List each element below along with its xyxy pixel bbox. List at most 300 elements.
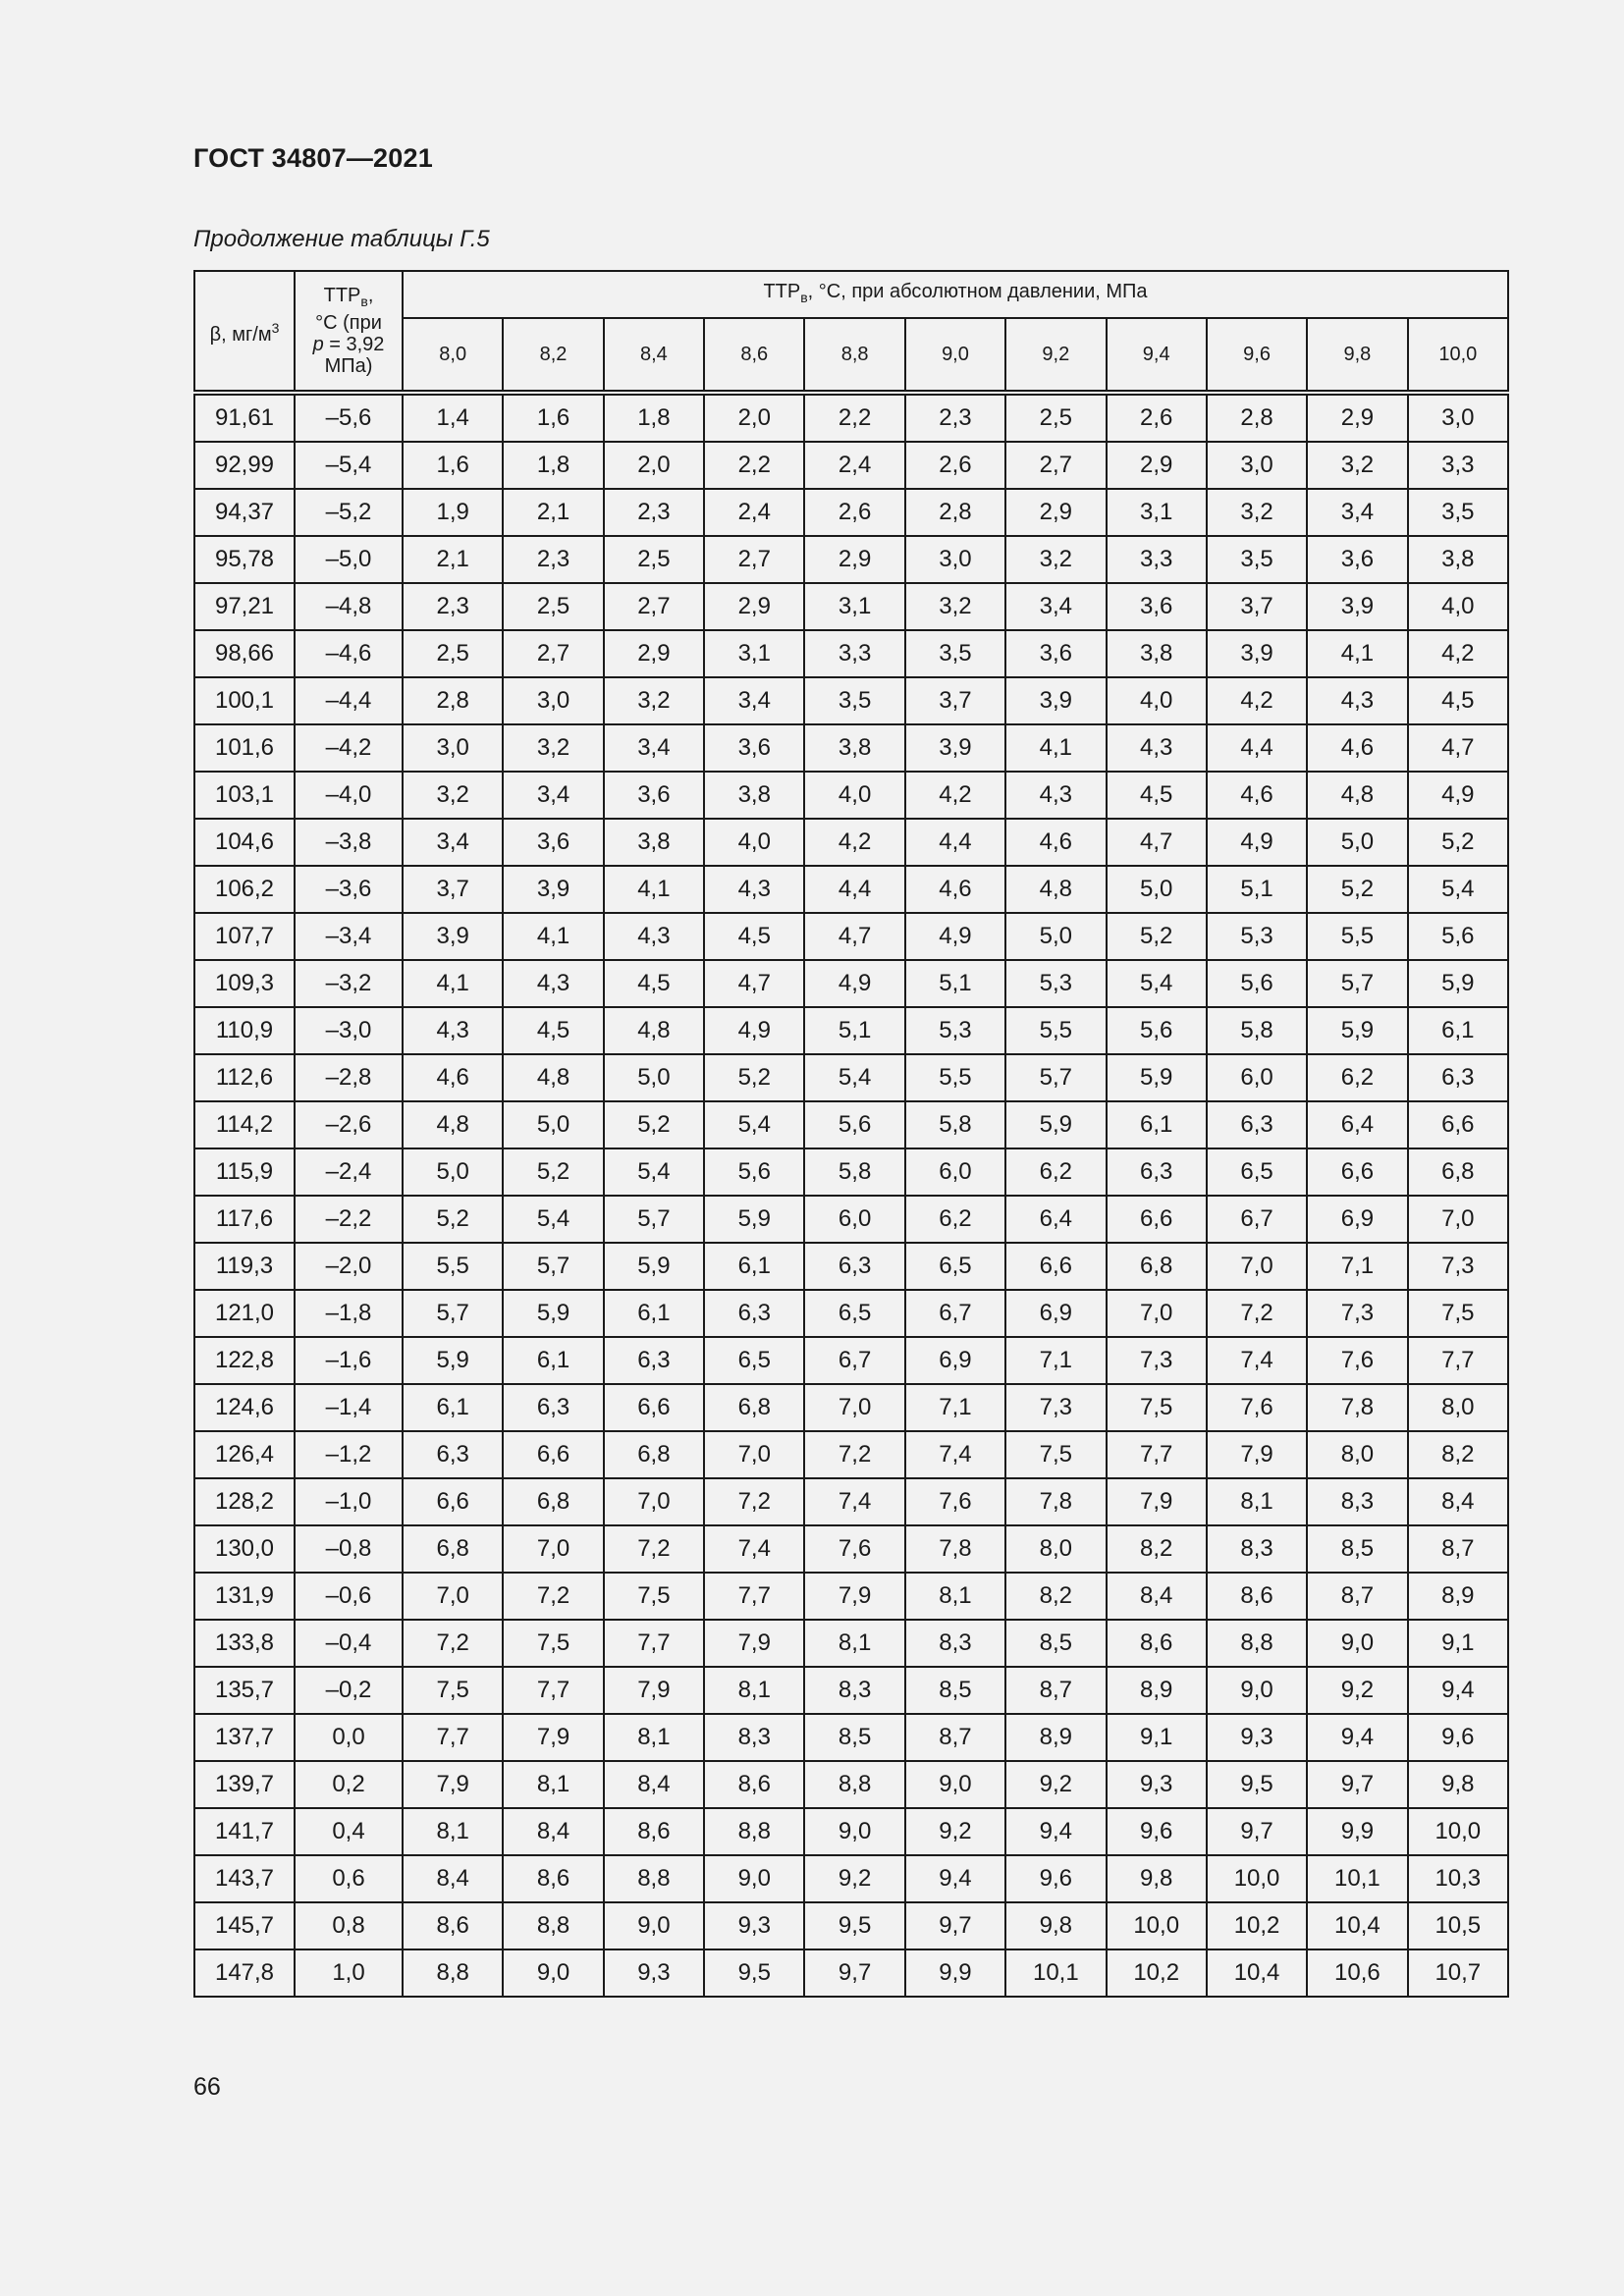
cell-ttr: 8,2 <box>1107 1525 1207 1573</box>
cell-ttr: 9,2 <box>905 1808 1005 1855</box>
cell-ttr: 9,1 <box>1107 1714 1207 1761</box>
cell-ttr: 5,2 <box>1408 819 1508 866</box>
table-row <box>194 1667 1508 1714</box>
cell-ttr: 7,3 <box>1005 1384 1106 1431</box>
cell-ttr: 3,7 <box>1207 583 1307 630</box>
cell-ttr: 10,4 <box>1307 1902 1407 1949</box>
cell-ttr: 9,2 <box>1307 1667 1407 1714</box>
cell-ttr: 3,2 <box>604 677 704 724</box>
cell-ttr: 6,9 <box>1005 1290 1106 1337</box>
cell-ttr: 2,2 <box>704 442 804 489</box>
cell-ttr: 7,4 <box>1207 1337 1307 1384</box>
cell-ttr: 6,5 <box>804 1290 904 1337</box>
table-row <box>194 772 1508 819</box>
cell-ttr: 9,8 <box>1408 1761 1508 1808</box>
cell-ttr: 4,6 <box>905 866 1005 913</box>
cell-ttr: 5,7 <box>1005 1054 1106 1101</box>
cell-ttr: 8,4 <box>403 1855 503 1902</box>
pressure-header: 9,8 <box>1307 318 1407 393</box>
cell-ttr: 6,7 <box>905 1290 1005 1337</box>
cell-ttr: 2,7 <box>604 583 704 630</box>
cell-ttr: 7,1 <box>1005 1337 1106 1384</box>
cell-ttr-392: –3,8 <box>295 819 403 866</box>
cell-ttr: 4,9 <box>1408 772 1508 819</box>
cell-ttr: 8,1 <box>905 1573 1005 1620</box>
cell-ttr: 7,9 <box>1207 1431 1307 1478</box>
cell-beta: 137,7 <box>194 1714 295 1761</box>
cell-ttr: 5,7 <box>604 1196 704 1243</box>
cell-beta: 135,7 <box>194 1667 295 1714</box>
cell-ttr: 2,6 <box>905 442 1005 489</box>
table-head <box>194 271 1508 393</box>
cell-ttr: 5,0 <box>1107 866 1207 913</box>
cell-ttr: 5,4 <box>503 1196 603 1243</box>
cell-ttr: 6,0 <box>1207 1054 1307 1101</box>
table-row <box>194 1196 1508 1243</box>
cell-ttr: 5,6 <box>1107 1007 1207 1054</box>
cell-beta: 128,2 <box>194 1478 295 1525</box>
cell-ttr-392: –4,8 <box>295 583 403 630</box>
cell-ttr: 3,2 <box>503 724 603 772</box>
cell-ttr: 4,9 <box>804 960 904 1007</box>
cell-ttr: 3,0 <box>1207 442 1307 489</box>
cell-ttr: 4,3 <box>403 1007 503 1054</box>
cell-ttr: 3,7 <box>403 866 503 913</box>
table-row <box>194 1902 1508 1949</box>
cell-ttr: 9,4 <box>1307 1714 1407 1761</box>
cell-ttr: 6,2 <box>1307 1054 1407 1101</box>
cell-ttr: 7,6 <box>905 1478 1005 1525</box>
cell-ttr: 6,0 <box>804 1196 904 1243</box>
cell-ttr: 4,7 <box>704 960 804 1007</box>
cell-ttr: 7,5 <box>503 1620 603 1667</box>
cell-ttr-392: 0,2 <box>295 1761 403 1808</box>
cell-beta: 107,7 <box>194 913 295 960</box>
cell-ttr: 5,9 <box>1107 1054 1207 1101</box>
cell-ttr: 7,9 <box>503 1714 603 1761</box>
cell-ttr: 6,3 <box>804 1243 904 1290</box>
cell-ttr: 10,5 <box>1408 1902 1508 1949</box>
cell-ttr: 6,1 <box>704 1243 804 1290</box>
cell-beta: 91,61 <box>194 393 295 442</box>
cell-ttr: 3,3 <box>804 630 904 677</box>
cell-ttr: 9,7 <box>1307 1761 1407 1808</box>
cell-ttr: 3,8 <box>804 724 904 772</box>
cell-ttr: 3,8 <box>604 819 704 866</box>
cell-ttr: 10,1 <box>1307 1855 1407 1902</box>
table-row <box>194 1761 1508 1808</box>
table-row <box>194 630 1508 677</box>
cell-ttr: 4,2 <box>1207 677 1307 724</box>
cell-ttr: 6,6 <box>503 1431 603 1478</box>
page-number: 66 <box>193 2073 221 2101</box>
cell-beta: 98,66 <box>194 630 295 677</box>
cell-ttr: 5,0 <box>604 1054 704 1101</box>
cell-ttr: 10,4 <box>1207 1949 1307 1997</box>
cell-ttr: 7,7 <box>604 1620 704 1667</box>
cell-ttr: 3,6 <box>704 724 804 772</box>
cell-ttr: 4,8 <box>604 1007 704 1054</box>
cell-ttr: 9,2 <box>1005 1761 1106 1808</box>
cell-ttr: 8,5 <box>804 1714 904 1761</box>
cell-ttr-392: –2,4 <box>295 1148 403 1196</box>
cell-ttr: 4,0 <box>704 819 804 866</box>
cell-ttr: 6,3 <box>604 1337 704 1384</box>
cell-ttr: 9,7 <box>1207 1808 1307 1855</box>
cell-ttr: 3,8 <box>704 772 804 819</box>
cell-beta: 109,3 <box>194 960 295 1007</box>
cell-ttr: 9,5 <box>704 1949 804 1997</box>
cell-ttr: 8,8 <box>804 1761 904 1808</box>
cell-ttr: 2,9 <box>1005 489 1106 536</box>
cell-ttr: 3,9 <box>403 913 503 960</box>
cell-ttr: 9,0 <box>804 1808 904 1855</box>
cell-ttr: 6,5 <box>905 1243 1005 1290</box>
document-header: ГОСТ 34807—2021 <box>193 143 433 173</box>
cell-ttr: 6,8 <box>704 1384 804 1431</box>
cell-ttr: 6,2 <box>1005 1148 1106 1196</box>
cell-ttr: 5,3 <box>1005 960 1106 1007</box>
cell-beta: 121,0 <box>194 1290 295 1337</box>
cell-ttr: 6,2 <box>905 1196 1005 1243</box>
cell-ttr: 4,1 <box>1005 724 1106 772</box>
cell-ttr: 7,3 <box>1408 1243 1508 1290</box>
cell-ttr: 7,4 <box>704 1525 804 1573</box>
cell-ttr: 9,3 <box>604 1949 704 1997</box>
cell-ttr: 7,4 <box>804 1478 904 1525</box>
cell-ttr: 10,1 <box>1005 1949 1106 1997</box>
cell-ttr-392: –1,2 <box>295 1431 403 1478</box>
cell-ttr: 5,2 <box>403 1196 503 1243</box>
cell-ttr: 8,3 <box>1207 1525 1307 1573</box>
cell-ttr: 2,8 <box>1207 393 1307 442</box>
cell-ttr: 6,1 <box>1408 1007 1508 1054</box>
cell-ttr: 4,1 <box>503 913 603 960</box>
cell-ttr: 5,4 <box>704 1101 804 1148</box>
cell-ttr: 3,7 <box>905 677 1005 724</box>
table-row <box>194 1855 1508 1902</box>
cell-beta: 141,7 <box>194 1808 295 1855</box>
cell-ttr: 2,7 <box>1005 442 1106 489</box>
cell-ttr: 8,5 <box>1307 1525 1407 1573</box>
cell-ttr: 3,0 <box>403 724 503 772</box>
cell-ttr: 6,1 <box>503 1337 603 1384</box>
cell-ttr: 3,9 <box>503 866 603 913</box>
cell-ttr: 6,3 <box>1408 1054 1508 1101</box>
cell-ttr-392: 0,4 <box>295 1808 403 1855</box>
cell-ttr: 4,0 <box>1107 677 1207 724</box>
cell-ttr: 4,5 <box>604 960 704 1007</box>
cell-ttr: 7,2 <box>403 1620 503 1667</box>
cell-ttr: 7,0 <box>503 1525 603 1573</box>
cell-beta: 131,9 <box>194 1573 295 1620</box>
cell-ttr: 2,8 <box>403 677 503 724</box>
cell-ttr: 3,4 <box>704 677 804 724</box>
cell-beta: 139,7 <box>194 1761 295 1808</box>
cell-ttr: 8,6 <box>503 1855 603 1902</box>
cell-ttr: 10,7 <box>1408 1949 1508 1997</box>
cell-ttr: 1,8 <box>503 442 603 489</box>
header-ttr-p: p <box>312 334 324 355</box>
cell-ttr: 8,9 <box>1005 1714 1106 1761</box>
cell-ttr: 9,0 <box>604 1902 704 1949</box>
cell-ttr-392: –1,6 <box>295 1337 403 1384</box>
cell-ttr: 9,0 <box>704 1855 804 1902</box>
cell-ttr: 8,9 <box>1107 1667 1207 1714</box>
cell-ttr: 2,5 <box>403 630 503 677</box>
cell-ttr: 5,5 <box>403 1243 503 1290</box>
cell-ttr: 3,9 <box>1307 583 1407 630</box>
cell-ttr: 7,0 <box>704 1431 804 1478</box>
cell-beta: 124,6 <box>194 1384 295 1431</box>
cell-ttr: 5,6 <box>1408 913 1508 960</box>
cell-ttr: 3,4 <box>1307 489 1407 536</box>
cell-beta: 115,9 <box>194 1148 295 1196</box>
cell-ttr: 2,1 <box>403 536 503 583</box>
cell-ttr: 5,9 <box>704 1196 804 1243</box>
cell-beta: 95,78 <box>194 536 295 583</box>
cell-ttr: 3,0 <box>905 536 1005 583</box>
cell-ttr: 6,8 <box>403 1525 503 1573</box>
table-row <box>194 819 1508 866</box>
cell-ttr: 7,9 <box>403 1761 503 1808</box>
cell-ttr: 3,5 <box>804 677 904 724</box>
cell-ttr: 5,1 <box>905 960 1005 1007</box>
cell-beta: 101,6 <box>194 724 295 772</box>
cell-ttr: 4,3 <box>503 960 603 1007</box>
group-header-sub: в <box>800 290 808 305</box>
cell-ttr: 7,0 <box>403 1573 503 1620</box>
cell-ttr: 7,0 <box>1207 1243 1307 1290</box>
cell-ttr: 7,6 <box>1307 1337 1407 1384</box>
cell-ttr: 4,6 <box>1207 772 1307 819</box>
cell-ttr: 8,6 <box>704 1761 804 1808</box>
cell-ttr: 7,0 <box>1408 1196 1508 1243</box>
cell-ttr: 3,1 <box>804 583 904 630</box>
pressure-header: 9,4 <box>1107 318 1207 393</box>
cell-ttr: 3,1 <box>1107 489 1207 536</box>
cell-ttr-392: –0,8 <box>295 1525 403 1573</box>
cell-ttr: 7,9 <box>704 1620 804 1667</box>
cell-ttr: 2,9 <box>704 583 804 630</box>
cell-ttr: 9,7 <box>804 1949 904 1997</box>
table-row <box>194 583 1508 630</box>
cell-ttr: 3,3 <box>1107 536 1207 583</box>
table-row <box>194 1007 1508 1054</box>
cell-ttr: 9,8 <box>1005 1902 1106 1949</box>
table-row <box>194 1148 1508 1196</box>
pressure-header: 9,6 <box>1207 318 1307 393</box>
cell-beta: 112,6 <box>194 1054 295 1101</box>
cell-ttr-392: 1,0 <box>295 1949 403 1997</box>
cell-ttr: 4,1 <box>604 866 704 913</box>
table-row <box>194 1620 1508 1667</box>
cell-ttr: 6,1 <box>403 1384 503 1431</box>
cell-ttr: 8,6 <box>604 1808 704 1855</box>
cell-ttr: 9,3 <box>704 1902 804 1949</box>
header-ttr-line2: °С (при <box>315 312 382 334</box>
pressure-header: 9,0 <box>905 318 1005 393</box>
cell-ttr: 2,9 <box>1107 442 1207 489</box>
cell-ttr: 5,8 <box>1207 1007 1307 1054</box>
cell-ttr: 8,5 <box>905 1667 1005 1714</box>
table-caption: Продолжение таблицы Г.5 <box>193 226 490 252</box>
table-row <box>194 724 1508 772</box>
cell-ttr: 8,4 <box>1107 1573 1207 1620</box>
cell-ttr-392: –1,8 <box>295 1290 403 1337</box>
cell-ttr: 9,0 <box>1207 1667 1307 1714</box>
cell-ttr: 8,1 <box>1207 1478 1307 1525</box>
cell-ttr: 8,1 <box>804 1620 904 1667</box>
cell-ttr: 9,5 <box>1207 1761 1307 1808</box>
cell-ttr-392: –1,4 <box>295 1384 403 1431</box>
cell-ttr: 2,9 <box>804 536 904 583</box>
cell-ttr: 8,8 <box>403 1949 503 1997</box>
cell-ttr: 10,0 <box>1107 1902 1207 1949</box>
cell-ttr: 3,0 <box>1408 393 1508 442</box>
cell-ttr: 2,2 <box>804 393 904 442</box>
cell-ttr: 5,4 <box>1107 960 1207 1007</box>
cell-ttr: 5,9 <box>1307 1007 1407 1054</box>
cell-ttr: 8,0 <box>1408 1384 1508 1431</box>
cell-ttr: 7,2 <box>804 1431 904 1478</box>
cell-ttr-392: –2,8 <box>295 1054 403 1101</box>
cell-beta: 133,8 <box>194 1620 295 1667</box>
cell-ttr: 6,4 <box>1307 1101 1407 1148</box>
cell-ttr: 3,6 <box>503 819 603 866</box>
cell-ttr: 4,3 <box>1005 772 1106 819</box>
cell-ttr: 9,3 <box>1107 1761 1207 1808</box>
table-row <box>194 1290 1508 1337</box>
cell-ttr: 2,4 <box>804 442 904 489</box>
cell-ttr: 4,8 <box>1307 772 1407 819</box>
cell-ttr: 5,1 <box>804 1007 904 1054</box>
cell-ttr: 7,5 <box>403 1667 503 1714</box>
cell-ttr: 7,3 <box>1107 1337 1207 1384</box>
pressure-header: 8,4 <box>604 318 704 393</box>
cell-ttr: 3,8 <box>1107 630 1207 677</box>
cell-beta: 100,1 <box>194 677 295 724</box>
cell-ttr: 5,7 <box>503 1243 603 1290</box>
cell-ttr: 2,5 <box>503 583 603 630</box>
table-row <box>194 1478 1508 1525</box>
table-row <box>194 536 1508 583</box>
cell-beta: 110,9 <box>194 1007 295 1054</box>
table-row <box>194 913 1508 960</box>
cell-ttr: 2,5 <box>1005 393 1106 442</box>
table-row <box>194 1808 1508 1855</box>
cell-ttr: 6,6 <box>403 1478 503 1525</box>
cell-ttr: 10,3 <box>1408 1855 1508 1902</box>
cell-ttr: 9,6 <box>1005 1855 1106 1902</box>
cell-ttr: 1,8 <box>604 393 704 442</box>
cell-ttr: 8,9 <box>1408 1573 1508 1620</box>
cell-ttr: 6,7 <box>804 1337 904 1384</box>
cell-ttr-392: –4,6 <box>295 630 403 677</box>
cell-ttr: 6,1 <box>1107 1101 1207 1148</box>
cell-ttr: 9,9 <box>1307 1808 1407 1855</box>
cell-ttr: 3,5 <box>1408 489 1508 536</box>
cell-ttr: 8,7 <box>905 1714 1005 1761</box>
header-ttr-text: ТТР <box>323 285 361 306</box>
cell-ttr: 3,4 <box>604 724 704 772</box>
cell-ttr: 4,6 <box>1307 724 1407 772</box>
cell-ttr: 4,2 <box>1408 630 1508 677</box>
cell-ttr: 5,0 <box>503 1101 603 1148</box>
cell-ttr: 5,8 <box>905 1101 1005 1148</box>
cell-ttr: 4,3 <box>1307 677 1407 724</box>
cell-ttr: 5,9 <box>1408 960 1508 1007</box>
cell-ttr: 7,7 <box>503 1667 603 1714</box>
cell-ttr: 4,2 <box>804 819 904 866</box>
cell-ttr: 6,3 <box>403 1431 503 1478</box>
cell-ttr-392: –2,6 <box>295 1101 403 1148</box>
cell-ttr: 2,1 <box>503 489 603 536</box>
cell-ttr: 10,6 <box>1307 1949 1407 1997</box>
cell-ttr: 8,0 <box>1005 1525 1106 1573</box>
cell-ttr: 3,6 <box>1107 583 1207 630</box>
cell-ttr: 8,2 <box>1408 1431 1508 1478</box>
cell-ttr: 8,1 <box>604 1714 704 1761</box>
cell-ttr: 7,9 <box>804 1573 904 1620</box>
cell-ttr: 6,1 <box>604 1290 704 1337</box>
cell-ttr: 8,4 <box>503 1808 603 1855</box>
cell-ttr: 6,3 <box>1107 1148 1207 1196</box>
cell-ttr: 8,7 <box>1408 1525 1508 1573</box>
pressure-header: 8,2 <box>503 318 603 393</box>
cell-ttr: 7,4 <box>905 1431 1005 1478</box>
table-row <box>194 677 1508 724</box>
cell-ttr: 7,9 <box>604 1667 704 1714</box>
group-header-suffix: , °С, при абсолютном давлении, МПа <box>807 281 1148 302</box>
cell-beta: 147,8 <box>194 1949 295 1997</box>
cell-ttr: 4,5 <box>503 1007 603 1054</box>
cell-ttr: 2,0 <box>604 442 704 489</box>
cell-ttr: 7,3 <box>1307 1290 1407 1337</box>
cell-ttr: 5,9 <box>1005 1101 1106 1148</box>
header-ttr-comma: , <box>367 285 374 306</box>
cell-ttr: 9,3 <box>1207 1714 1307 1761</box>
cell-ttr-392: –3,4 <box>295 913 403 960</box>
cell-beta: 117,6 <box>194 1196 295 1243</box>
table-row <box>194 1384 1508 1431</box>
cell-ttr: 9,4 <box>905 1855 1005 1902</box>
cell-ttr: 9,0 <box>1307 1620 1407 1667</box>
table-row <box>194 1573 1508 1620</box>
cell-ttr: 2,8 <box>905 489 1005 536</box>
table-row <box>194 1054 1508 1101</box>
cell-ttr: 8,7 <box>1005 1667 1106 1714</box>
cell-ttr: 5,7 <box>403 1290 503 1337</box>
cell-ttr: 3,2 <box>1207 489 1307 536</box>
cell-ttr: 3,4 <box>403 819 503 866</box>
cell-ttr: 9,1 <box>1408 1620 1508 1667</box>
cell-ttr: 3,2 <box>1005 536 1106 583</box>
cell-ttr: 2,7 <box>704 536 804 583</box>
cell-ttr: 2,3 <box>503 536 603 583</box>
cell-ttr: 6,6 <box>1005 1243 1106 1290</box>
cell-ttr: 3,6 <box>1005 630 1106 677</box>
cell-ttr: 9,0 <box>503 1949 603 1997</box>
cell-ttr: 3,6 <box>1307 536 1407 583</box>
cell-ttr: 6,4 <box>1005 1196 1106 1243</box>
cell-ttr: 7,9 <box>1107 1478 1207 1525</box>
cell-ttr: 8,6 <box>1207 1573 1307 1620</box>
cell-ttr: 3,2 <box>1307 442 1407 489</box>
cell-ttr: 4,3 <box>704 866 804 913</box>
cell-ttr: 4,5 <box>1408 677 1508 724</box>
cell-ttr: 2,3 <box>403 583 503 630</box>
